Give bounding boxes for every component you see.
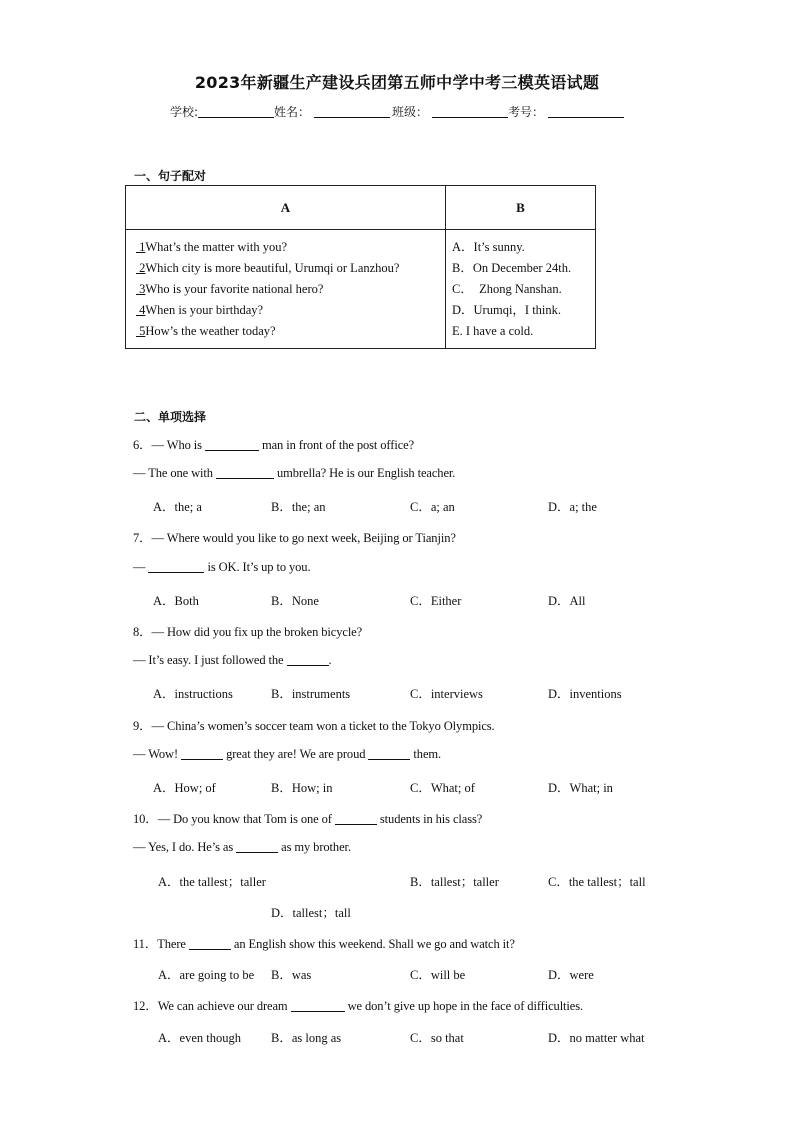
q10-option-c[interactable]: C．the tallest；tall xyxy=(548,875,646,889)
exam-no-label: 考号： xyxy=(508,105,545,119)
answer-blank[interactable] xyxy=(205,438,259,451)
answer-blank[interactable] xyxy=(291,999,345,1012)
list-item: E. I have a cold. xyxy=(452,324,534,338)
list-item: 4When is your birthday? xyxy=(136,300,445,321)
q12-line1: 12．We can achieve our dream we don’t give up hope in the face of difficulties. xyxy=(133,999,584,1013)
q12-option-a[interactable]: A．even though xyxy=(158,1031,241,1045)
class-label: 班级： xyxy=(392,105,429,119)
q10-line1: 10．— Do you know that Tom is one of students in his class? xyxy=(133,812,483,826)
section2-heading: 二、单项选择 xyxy=(134,410,207,424)
section1-heading: 一、句子配对 xyxy=(134,169,207,183)
q7-option-d[interactable]: D．All xyxy=(548,594,586,608)
answer-blank[interactable] xyxy=(216,466,274,479)
answer-blank[interactable] xyxy=(189,937,231,950)
column-a-cell xyxy=(126,230,446,349)
q12-option-c[interactable]: C．so that xyxy=(410,1031,464,1045)
list-item: 5How’s the weather today? xyxy=(136,321,445,342)
q7-option-c[interactable]: C．Either xyxy=(410,594,462,608)
answer-blank[interactable] xyxy=(148,560,204,573)
q9-option-a[interactable]: A．How; of xyxy=(153,781,216,795)
q8-option-d[interactable]: D．inventions xyxy=(548,687,622,701)
matching-table xyxy=(125,185,596,349)
q11-option-b[interactable]: B．was xyxy=(271,968,312,982)
list-item: A．It’s sunny. xyxy=(452,240,525,254)
item-number: 2 xyxy=(139,261,146,275)
column-a-header: A xyxy=(126,186,446,230)
answer-blank[interactable] xyxy=(181,747,223,760)
class-blank[interactable] xyxy=(432,105,508,118)
q11-option-c[interactable]: C．will be xyxy=(410,968,466,982)
q6-line2: — The one with umbrella? He is our English teacher. xyxy=(133,466,456,480)
q8-option-c[interactable]: C．interviews xyxy=(410,687,483,701)
q8-option-a[interactable]: A．instructions xyxy=(153,687,233,701)
q8-line1: 8．— How did you fix up the broken bicycle? xyxy=(133,625,363,639)
q9-option-b[interactable]: B．How; in xyxy=(271,781,333,795)
q10-option-d[interactable]: D．tallest；tall xyxy=(271,906,351,920)
q12-option-d[interactable]: D．no matter what xyxy=(548,1031,645,1045)
list-item: 3Who is your favorite national hero? xyxy=(136,279,445,300)
q7-line2: — is OK. It’s up to you. xyxy=(133,560,311,574)
school-label: 学校: xyxy=(169,105,198,119)
answer-blank[interactable] xyxy=(287,653,329,666)
column-b-cell xyxy=(446,230,596,349)
q9-line2: — Wow! great they are! We are proud them. xyxy=(133,747,442,761)
q11-option-d[interactable]: D．were xyxy=(548,968,594,982)
q12-option-b[interactable]: B．as long as xyxy=(271,1031,342,1045)
student-info-line xyxy=(0,103,794,120)
item-number: 1 xyxy=(139,240,146,254)
q9-option-c[interactable]: C．What; of xyxy=(410,781,475,795)
exam-no-blank[interactable] xyxy=(548,105,624,118)
answer-blank[interactable] xyxy=(236,840,278,853)
item-number: 3 xyxy=(139,282,146,296)
q6-option-d[interactable]: D．a; the xyxy=(548,500,597,514)
q10-option-b[interactable]: B．tallest；taller xyxy=(410,875,499,889)
list-item: D．Urumqi，I think. xyxy=(452,303,562,317)
q7-option-a[interactable]: A．Both xyxy=(153,594,199,608)
column-b-header: B xyxy=(446,186,596,230)
q10-option-a[interactable]: A．the tallest；taller xyxy=(158,875,266,889)
q6-line1: 6．— Who is man in front of the post office? xyxy=(133,438,415,452)
answer-blank[interactable] xyxy=(368,747,410,760)
q6-option-c[interactable]: C．a; an xyxy=(410,500,455,514)
q7-option-b[interactable]: B．None xyxy=(271,594,319,608)
name-blank[interactable] xyxy=(314,105,390,118)
name-label: 姓名： xyxy=(274,105,311,119)
item-number: 5 xyxy=(139,324,146,338)
school-blank[interactable] xyxy=(198,105,274,118)
q8-line2: — It’s easy. I just followed the . xyxy=(133,653,332,667)
q9-line1: 9．— China’s women’s soccer team won a ticket to the Tokyo Olympics. xyxy=(133,719,495,733)
q6-option-b[interactable]: B．the; an xyxy=(271,500,326,514)
q11-line1: 11．There an English show this weekend. Shall we go and watch it? xyxy=(133,937,515,951)
item-number: 4 xyxy=(139,303,146,317)
answer-blank[interactable] xyxy=(335,812,377,825)
q10-line2: — Yes, I do. He’s as as my brother. xyxy=(133,840,351,854)
list-item: B．On December 24th. xyxy=(452,261,572,275)
list-item: 2Which city is more beautiful, Urumqi or Lanzhou? xyxy=(136,258,445,279)
q7-line1: 7．— Where would you like to go next week, Beijing or Tianjin? xyxy=(133,531,456,545)
q8-option-b[interactable]: B．instruments xyxy=(271,687,351,701)
q11-option-a[interactable]: A．are going to be xyxy=(158,968,255,982)
list-item: C． Zhong Nanshan. xyxy=(452,282,562,296)
list-item: 1What’s the matter with you? xyxy=(136,237,445,258)
q6-option-a[interactable]: A．the; a xyxy=(153,500,202,514)
page-title: 2023年新疆生产建设兵团第五师中学中考三模英语试题 xyxy=(194,73,600,92)
q9-option-d[interactable]: D．What; in xyxy=(548,781,613,795)
